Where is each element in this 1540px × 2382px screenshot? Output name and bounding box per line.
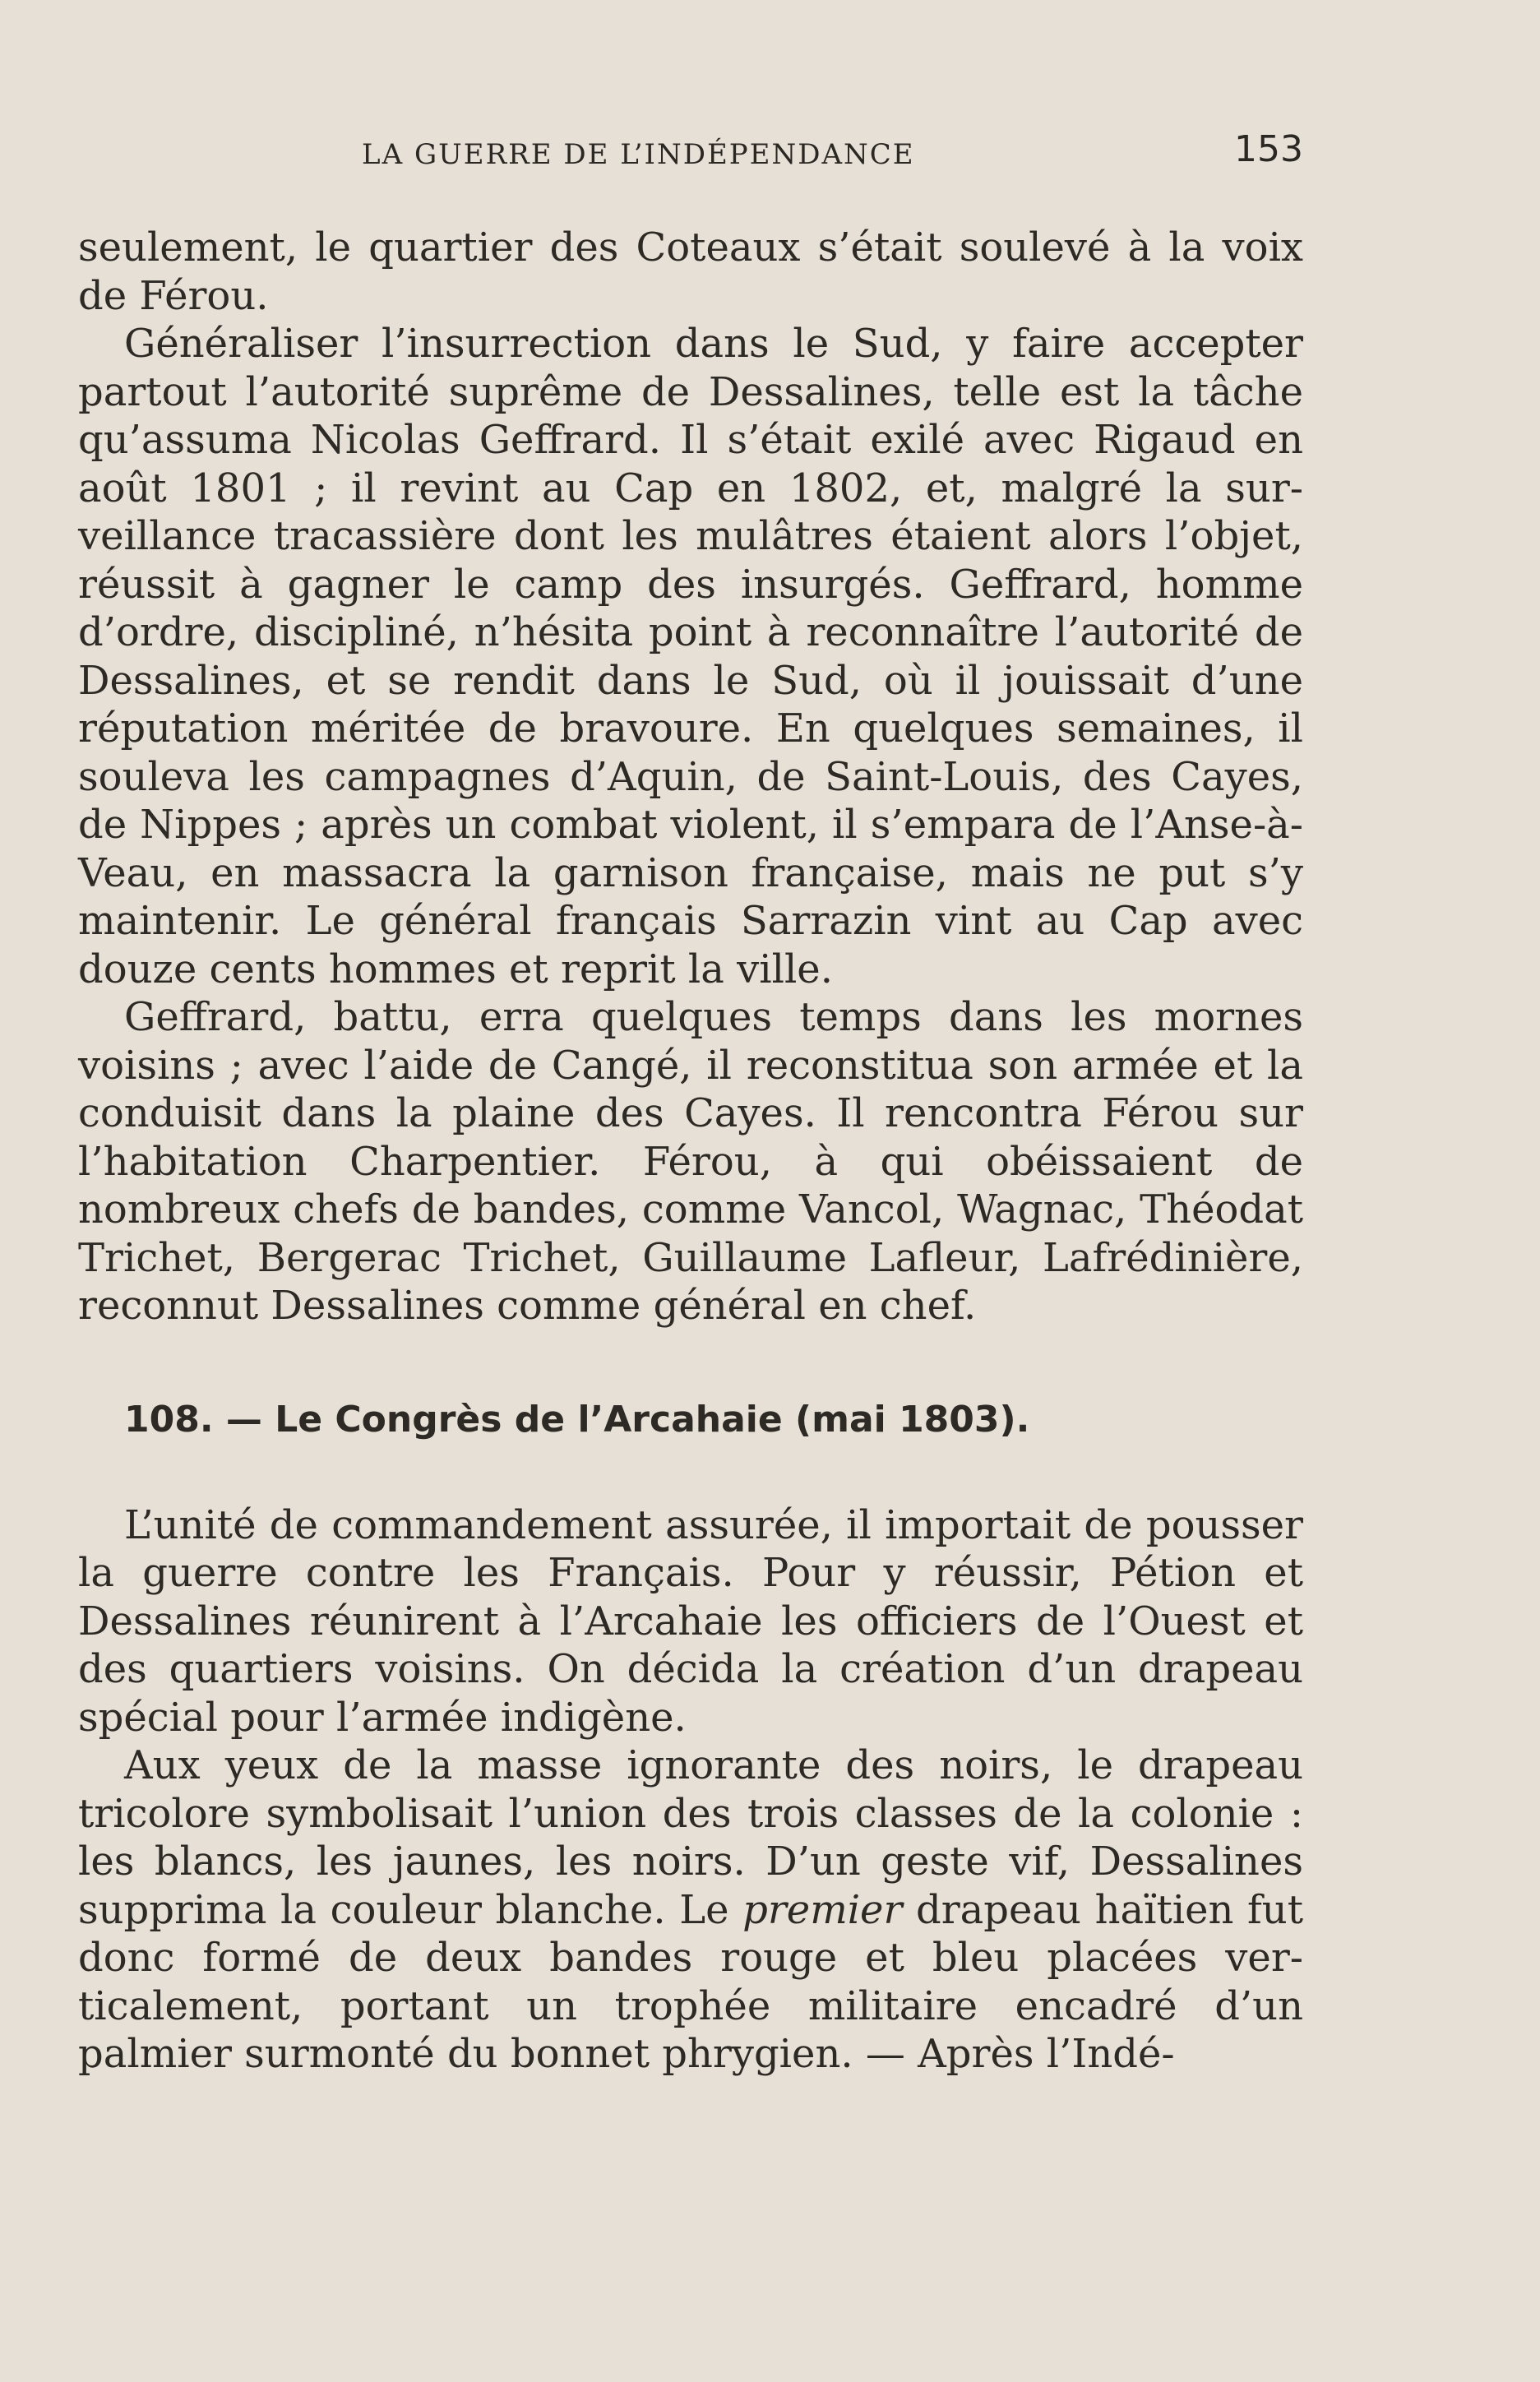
body-text (78, 224, 1303, 2079)
paragraph-drapeau-text-end: drapeau haïtien fut donc formé de deux bandes rouge et bleu placées verticalement, portant un trophée militaire encadré d’un palmier surmonté du bonnet phrygien. — Après l’Indé- (78, 1886, 1303, 2077)
paragraph-unite-commandement: L’unité de commandement assurée, il importait de pousser la guerre contre les Français. Pour y réussir, Pétion et Dessalines réunirent à l’Arcahaie les officiers de l’Ouest et des quartiers voisins. On décida la création d’un drapeau spécial pour l’armée indigène. (78, 1501, 1303, 1741)
emphasis-premier: premier (742, 1886, 903, 1933)
section-gap (78, 1444, 1303, 1501)
running-title: LA GUERRE DE L’INDÉPENDANCE (362, 138, 915, 171)
paragraph-drapeau (78, 1741, 1303, 2079)
paragraph-drapeau-text-start: Aux yeux de la masse ignorante des noirs, le drapeau tricolore symbolisait l’union des trois classes de la colonie : les blancs, les jaunes, les noirs. D’un geste vif, Dessalines supprima la couleur blanche. Le (78, 1742, 1303, 1933)
running-head (78, 123, 1303, 181)
section-gap (78, 1330, 1303, 1396)
page-number: 153 (1234, 128, 1303, 170)
section-heading: 108. — Le Congrès de l’Arcahaie (mai 1803). (124, 1398, 1030, 1441)
paragraph-continued: seulement, le quartier des Coteaux s’était soulevé à la voix de Férou. (78, 224, 1303, 319)
paragraph-geffrard-battu: Geffrard, battu, erra quelques temps dans les mornes voisins ; avec l’aide de Cangé, il reconstitua son armée et la conduisit dans la plaine des Cayes. Il rencontra Férou sur l’habitation Charpentier. Férou, à qui obéissaient de nombreux chefs de bandes, comme Vancol, Wagnac, Théodat Trichet, Bergerac Trichet, Guillaume Lafleur, Lafrédinière, reconnut Dessalines comme général en chef. (78, 994, 1303, 1329)
paragraph-geffrard-insurrection: Généraliser l’insurrection dans le Sud, y faire accepter partout l’autorité suprême de Dessalines, telle est la tâche qu’assuma Nicolas Geffrard. Il s’était exilé avec Rigaud en août 1801 ; il revint au Cap en 1802, et, malgré la surveillance tracassière dont les mulâtres étaient alors l’objet, réussit à gagner le camp des insurgés. Geffrard, homme d’ordre, discipliné, n’hésita point à reconnaître l’autorité de Dessalines, et se rendit dans le Sud, où il jouissait d’une réputation méritée de bravoure. En quelques semaines, il souleva les campagnes d’Aquin, de Saint-Louis, des Cayes, de Nippes ; après un combat violent, il s’empara de l’Anse-à-Veau, en massacra la garnison française, mais ne put s’y maintenir. Le général français Sarrazin vint au Cap avec douze cents hommes et reprit la ville. (78, 321, 1303, 992)
